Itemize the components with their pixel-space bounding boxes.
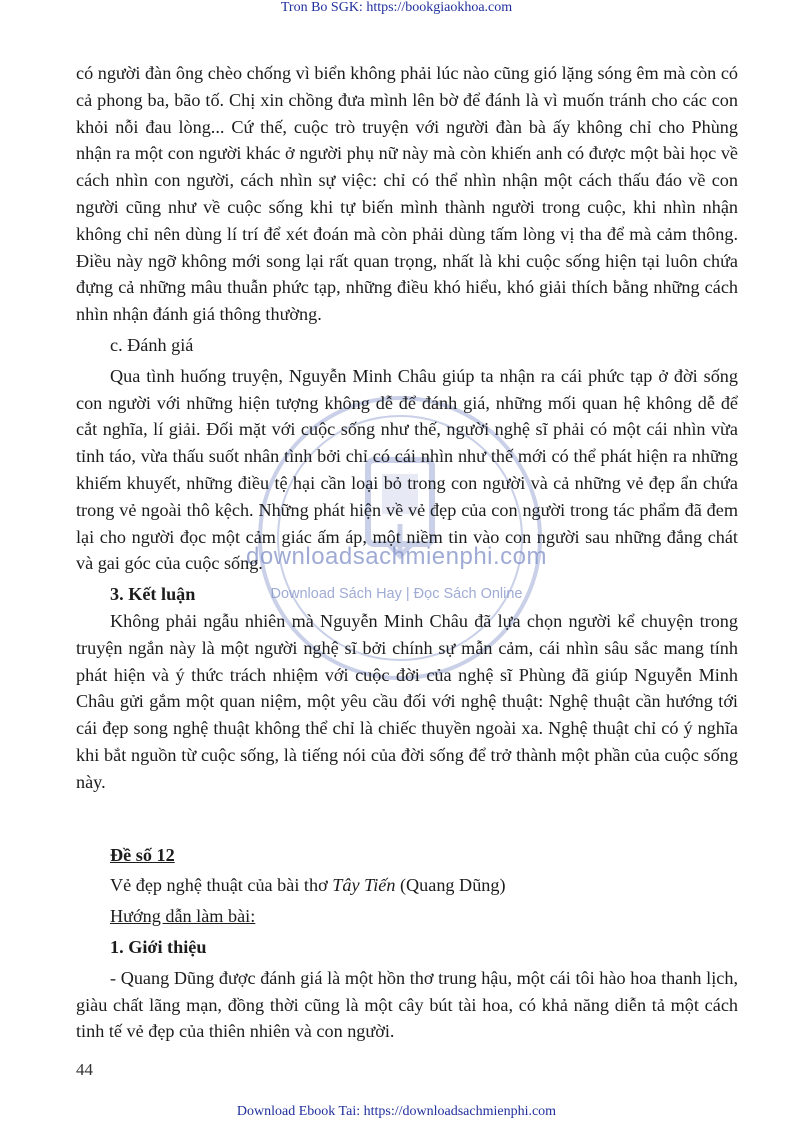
footer-link[interactable]: Download Ebook Tai: https://downloadsachmienphi.com bbox=[236, 1104, 557, 1119]
watermark-slogan: Download Sách Hay | Đọc Sách Online bbox=[270, 586, 523, 602]
topic-prefix: Vẻ đẹp nghệ thuật của bài thơ bbox=[110, 875, 333, 896]
section-heading-evaluation: c. Đánh giá bbox=[110, 334, 194, 355]
paragraph-intro: có người đàn ông chèo chống vì biển không phải lúc nào cũng gió lặng sóng êm mà còn có cả phong ba, bão tố. Chị xin chồng đưa mình lên bờ để đánh là vì muốn tránh cho các con khỏi nỗi đau lòng... Cứ thế, cuộc trò truyện với người đàn bà ấy không chỉ cho Phùng nhận ra một con người khác ở người phụ nữ này mà còn khiến anh có được một bài học về cách nhìn con người, cách nhìn sự việc: chỉ có thể nhìn nhận một cách thấu đáo về con người cũng như về cuộc sống khi tự biến mình thành người trong cuộc, khi nhìn nhận không chỉ nên dùng lí trí để xét đoán mà còn phải dùng tấm lòng vị tha để mà cảm thông. Điều này ngỡ không mới song lại rất quan trọng, nhất là khi cuộc sống hiện tại luôn chứa đựng cả những mâu thuẫn phức tạp, những điều khó hiểu, khó giải thích bằng những cách nhìn nhận đánh giá thông thường. bbox=[76, 63, 738, 325]
paragraph-introduction: - Quang Dũng được đánh giá là một hồn thơ trung hậu, một cái tôi hào hoa thanh lịch, giàu chất lãng mạn, đồng thời cũng là một cây bút tài hoa, có khả năng diễn tả một cách tinh tế vẻ đẹp của thiên nhiên và con người. bbox=[76, 967, 738, 1042]
page-content bbox=[76, 60, 738, 1045]
topic-poem-title: Tây Tiến bbox=[332, 875, 396, 896]
exam-title: Đề số 12 bbox=[110, 844, 175, 865]
guide-label: Hướng dẫn làm bài: bbox=[110, 906, 256, 927]
header-link[interactable]: Tron Bo SGK: https://bookgiaokhoa.com bbox=[280, 0, 513, 15]
section-heading-conclusion: 3. Kết luận bbox=[110, 584, 196, 605]
paragraph-conclusion: Không phải ngẫu nhiên mà Nguyễn Minh Châu đã lựa chọn người kể chuyện trong truyện ngắn này là một người nghệ sĩ bởi chính sự mẫn cảm, cái nhìn sâu sắc mang tính phát hiện và ý thức trách nhiệm với cuộc đời của nghệ sĩ Phùng đã giúp Nguyễn Minh Châu gửi gắm một quan niệm, một yêu cầu đối với nghệ thuật: Nghệ thuật cần hướng tới cái đẹp song nghệ thuật không thể chỉ là chiếc thuyền ngoài xa. Nghệ thuật chỉ có ý nghĩa khi bắt nguồn từ cuộc sống, là tiếng nói của đời sống để trở thành một phần của cuộc sống này. bbox=[76, 610, 738, 792]
topic-suffix: (Quang Dũng) bbox=[395, 875, 506, 896]
paragraph-evaluation: Qua tình huống truyện, Nguyễn Minh Châu giúp ta nhận ra cái phức tạp ở đời sống con người với những hiện tượng không dễ để đánh giá, những mối quan hệ không dễ để cắt nghĩa, lí giải. Đối mặt với cuộc sống như thế, người nghệ sĩ phải có một cái nhìn vừa tỉnh táo, vừa thấu suốt nhân tình bởi chỉ có cái nhìn như thế mới có thể phát hiện ra những khiếm khuyết, những điều tệ hại cần loại bỏ trong con người và cả những vẻ đẹp ẩn chứa trong vẻ ngoài thô kệch. Những phát hiện về vẻ đẹp của con người trong tác phẩm đã đem lại cho người đọc một cảm giác ấm áp, một niềm tin vào con người sau những đắng chát và gai góc của cuộc sống. bbox=[76, 365, 738, 574]
page-number: 44 bbox=[76, 1060, 93, 1079]
exam-topic bbox=[76, 872, 738, 899]
watermark-domain: downloadsachmienphi.com bbox=[246, 543, 547, 570]
section-heading-introduction: 1. Giới thiệu bbox=[110, 936, 207, 957]
